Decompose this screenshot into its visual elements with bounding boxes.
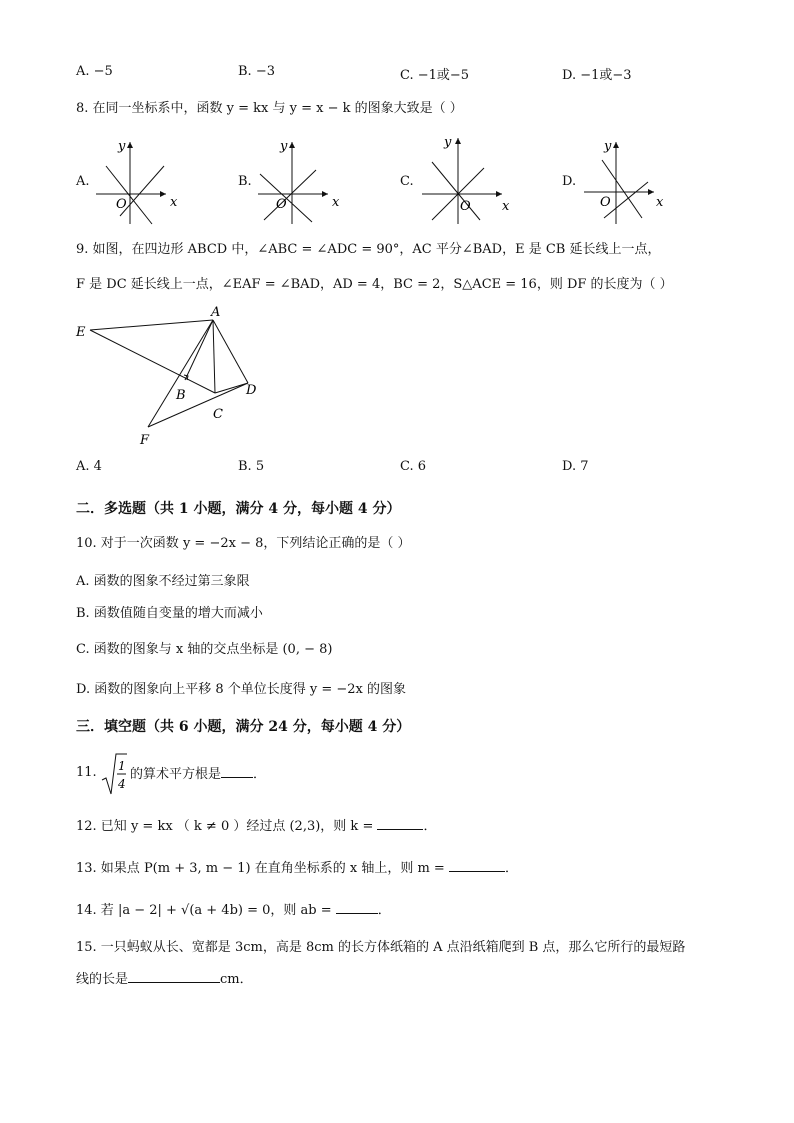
q11-number: 11. bbox=[76, 765, 97, 780]
q8c-x-label: x bbox=[502, 199, 510, 214]
q9-figure bbox=[70, 305, 270, 455]
q14-text: 14. 若 |a − 2| + √(a + 4b) = 0，则 ab = bbox=[76, 903, 332, 918]
q14-period: ． bbox=[377, 903, 391, 918]
q14-line bbox=[76, 899, 391, 921]
q11-text-label: 的算术平方根是 bbox=[130, 767, 222, 782]
q9-point-d: D bbox=[246, 383, 257, 398]
q11-period: ． bbox=[253, 767, 267, 782]
q8b-y-label: y bbox=[280, 139, 288, 154]
q9-point-f: F bbox=[140, 433, 150, 448]
q12-period: ． bbox=[423, 819, 437, 834]
q9-point-e: E bbox=[76, 325, 86, 340]
q9-option-b: B. 5 bbox=[238, 459, 265, 474]
q13-line bbox=[76, 857, 518, 879]
section2-title: 二．多选题（共 1 小题，满分 4 分，每小题 4 分） bbox=[76, 501, 401, 517]
q8c-y-label: y bbox=[444, 135, 452, 150]
q13-period: ． bbox=[504, 861, 518, 876]
q8-graph-a bbox=[92, 136, 184, 228]
q8-label-d: D. bbox=[562, 174, 577, 189]
q9-point-c: C bbox=[213, 407, 223, 422]
q9-option-a: A. 4 bbox=[76, 459, 102, 474]
q13-answer-blank[interactable] bbox=[449, 857, 505, 872]
q8d-origin-label: O bbox=[600, 195, 611, 210]
q15-unit: cm． bbox=[220, 972, 253, 987]
q9-point-b: B bbox=[176, 388, 186, 403]
q15-text: 线的长是 bbox=[76, 972, 129, 987]
q8-graph-b bbox=[254, 136, 346, 228]
q8-label-b: B. bbox=[238, 174, 252, 189]
q8-label-a: A. bbox=[76, 174, 90, 189]
q12-line bbox=[76, 815, 437, 837]
q8b-x-label: x bbox=[332, 195, 340, 210]
q7-option-a: A. −5 bbox=[76, 64, 113, 79]
q8-label-c: C. bbox=[400, 174, 414, 189]
q10-option-b: B. 函数值随自变量的增大而减小 bbox=[76, 606, 263, 621]
q14-answer-blank[interactable] bbox=[336, 899, 378, 914]
q10-option-d: D. 函数的图象向上平移 8 个单位长度得 y = −2x 的图象 bbox=[76, 682, 407, 697]
q15-line2 bbox=[76, 968, 253, 990]
q8-graph-c bbox=[418, 132, 518, 228]
q11-frac-numerator: 1 bbox=[118, 759, 126, 773]
q8b-origin-label: O bbox=[276, 197, 287, 212]
q9-line1: 9. 如图，在四边形 ABCD 中，∠ABC = ∠ADC = 90°，AC 平分∠BAD，E 是 CB 延长线上一点， bbox=[76, 242, 661, 257]
q8d-y-label: y bbox=[604, 139, 612, 154]
q15-answer-blank[interactable] bbox=[128, 968, 220, 983]
q8a-origin-label: O bbox=[116, 197, 127, 212]
q8-stem: 8. 在同一坐标系中，函数 y = kx 与 y = x − k 的图象大致是（ ） bbox=[76, 101, 463, 116]
q7-option-c: C. −1或−5 bbox=[400, 68, 470, 83]
q9-point-a: A bbox=[211, 305, 221, 320]
q11-frac-denominator: 4 bbox=[118, 777, 126, 791]
q10-option-c: C. 函数的图象与 x 轴的交点坐标是 (0, − 8) bbox=[76, 642, 333, 657]
q11-radical bbox=[100, 752, 128, 796]
q7-option-b: B. −3 bbox=[238, 64, 275, 79]
q9-option-c: C. 6 bbox=[400, 459, 427, 474]
q15-line1: 15. 一只蚂蚁从长、宽都是 3cm，高是 8cm 的长方体纸箱的 A 点沿纸箱爬到 B 点，那么它所行的最短路 bbox=[76, 940, 686, 955]
q12-text: 12. 已知 y = kx （ k ≠ 0 ）经过点 (2,3)，则 k = bbox=[76, 819, 374, 834]
q7-option-d: D. −1或−3 bbox=[562, 68, 632, 83]
q12-answer-blank[interactable] bbox=[377, 815, 423, 830]
q8a-y-label: y bbox=[118, 139, 126, 154]
q9-line2: F 是 DC 延长线上一点，∠EAF = ∠BAD，AD = 4，BC = 2，S△ACE = 16，则 DF 的长度为（ ） bbox=[76, 277, 673, 292]
q8-graph-d bbox=[580, 136, 672, 228]
q8c-origin-label: O bbox=[460, 199, 471, 214]
q10-option-a: A. 函数的图象不经过第三象限 bbox=[76, 574, 250, 589]
section3-title: 三．填空题（共 6 小题，满分 24 分，每小题 4 分） bbox=[76, 719, 411, 735]
q10-stem: 10. 对于一次函数 y = −2x − 8，下列结论正确的是（ ） bbox=[76, 536, 411, 551]
q11-answer-blank[interactable] bbox=[221, 763, 253, 778]
q11-text bbox=[130, 763, 266, 785]
q9-option-d: D. 7 bbox=[562, 459, 589, 474]
q13-text: 13. 如果点 P(m + 3, m − 1) 在直角坐标系的 x 轴上，则 m = bbox=[76, 861, 445, 876]
q8a-x-label: x bbox=[170, 195, 178, 210]
q8d-x-label: x bbox=[656, 195, 664, 210]
